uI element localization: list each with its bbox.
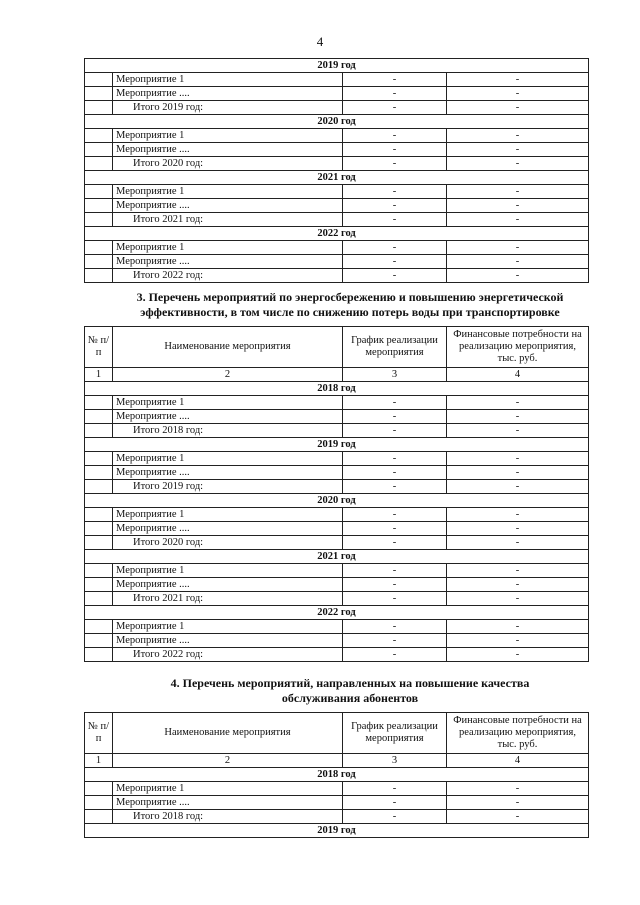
year-label: 2018 год xyxy=(85,382,589,396)
schedule-value: - xyxy=(343,129,447,143)
finance-value: - xyxy=(447,648,589,662)
row-number-cell xyxy=(85,648,113,662)
col-number: 1 xyxy=(85,368,113,382)
schedule-value: - xyxy=(343,466,447,480)
total-label: Итого 2022 год: xyxy=(113,648,343,662)
finance-value: - xyxy=(447,143,589,157)
year-row xyxy=(85,227,589,241)
schedule-value: - xyxy=(343,508,447,522)
year-label: 2020 год xyxy=(85,494,589,508)
table-row xyxy=(85,564,589,578)
finance-value: - xyxy=(447,87,589,101)
schedule-value: - xyxy=(343,634,447,648)
finance-value: - xyxy=(447,782,589,796)
measure-name: Мероприятие 1 xyxy=(113,564,343,578)
schedule-value: - xyxy=(343,269,447,283)
row-number-cell xyxy=(85,241,113,255)
year-label: 2022 год xyxy=(85,606,589,620)
schedule-value: - xyxy=(343,101,447,115)
finance-value: - xyxy=(447,157,589,171)
row-number-cell xyxy=(85,810,113,824)
schedule-value: - xyxy=(343,87,447,101)
table-row xyxy=(85,143,589,157)
col-number: 3 xyxy=(343,754,447,768)
row-number-cell xyxy=(85,410,113,424)
measure-name: Мероприятие 1 xyxy=(113,129,343,143)
col-number: 4 xyxy=(447,754,589,768)
table-body xyxy=(85,59,589,283)
schedule-value: - xyxy=(343,143,447,157)
table-continued xyxy=(84,58,589,283)
col-number: 1 xyxy=(85,754,113,768)
table-row xyxy=(85,101,589,115)
column-number-row xyxy=(85,368,589,382)
measure-name: Мероприятие .... xyxy=(113,199,343,213)
table-row xyxy=(85,452,589,466)
total-label: Итого 2018 год: xyxy=(113,810,343,824)
schedule-value: - xyxy=(343,536,447,550)
measure-name: Мероприятие .... xyxy=(113,634,343,648)
col-header-finance: Финансовые потребности на реализацию мероприятия, тыс. руб. xyxy=(447,713,589,754)
row-number-cell xyxy=(85,129,113,143)
schedule-value: - xyxy=(343,578,447,592)
measure-name: Мероприятие 1 xyxy=(113,185,343,199)
year-label: 2022 год xyxy=(85,227,589,241)
row-number-cell xyxy=(85,536,113,550)
col-number: 4 xyxy=(447,368,589,382)
schedule-value: - xyxy=(343,452,447,466)
measure-name: Мероприятие .... xyxy=(113,87,343,101)
schedule-value: - xyxy=(343,213,447,227)
schedule-value: - xyxy=(343,796,447,810)
table-row xyxy=(85,466,589,480)
table-row xyxy=(85,157,589,171)
table-row xyxy=(85,810,589,824)
col-header-name: Наименование мероприятия xyxy=(113,713,343,754)
row-number-cell xyxy=(85,480,113,494)
row-number-cell xyxy=(85,508,113,522)
measure-name: Мероприятие .... xyxy=(113,522,343,536)
table-row xyxy=(85,199,589,213)
schedule-value: - xyxy=(343,185,447,199)
measure-name: Мероприятие 1 xyxy=(113,620,343,634)
header-row xyxy=(85,713,589,754)
table-row xyxy=(85,634,589,648)
table-row xyxy=(85,796,589,810)
schedule-value: - xyxy=(343,157,447,171)
finance-value: - xyxy=(447,592,589,606)
measure-name: Мероприятие .... xyxy=(113,143,343,157)
row-number-cell xyxy=(85,620,113,634)
section-3-heading: 3. Перечень мероприятий по энергосбережению и повышению энергетической эффективности, в том числе по снижению потерь воды при транспортировке xyxy=(136,290,564,319)
finance-value: - xyxy=(447,269,589,283)
finance-value: - xyxy=(447,564,589,578)
table-row xyxy=(85,592,589,606)
row-number-cell xyxy=(85,87,113,101)
table-row xyxy=(85,241,589,255)
table-row xyxy=(85,508,589,522)
finance-value: - xyxy=(447,522,589,536)
measure-name: Мероприятие 1 xyxy=(113,782,343,796)
table-row xyxy=(85,620,589,634)
table-row xyxy=(85,396,589,410)
table-row xyxy=(85,480,589,494)
finance-value: - xyxy=(447,213,589,227)
col-header-num: № п/п xyxy=(85,713,113,754)
finance-value: - xyxy=(447,396,589,410)
finance-value: - xyxy=(447,185,589,199)
table-row xyxy=(85,578,589,592)
column-number-row xyxy=(85,754,589,768)
finance-value: - xyxy=(447,480,589,494)
measure-name: Мероприятие .... xyxy=(113,578,343,592)
col-number: 3 xyxy=(343,368,447,382)
schedule-value: - xyxy=(343,782,447,796)
measure-name: Мероприятие .... xyxy=(113,796,343,810)
row-number-cell xyxy=(85,396,113,410)
finance-value: - xyxy=(447,199,589,213)
finance-value: - xyxy=(447,129,589,143)
total-label: Итого 2021 год: xyxy=(113,592,343,606)
schedule-value: - xyxy=(343,73,447,87)
row-number-cell xyxy=(85,269,113,283)
year-row xyxy=(85,550,589,564)
measure-name: Мероприятие .... xyxy=(113,255,343,269)
table-row xyxy=(85,648,589,662)
year-row xyxy=(85,824,589,838)
row-number-cell xyxy=(85,185,113,199)
section-4-heading: 4. Перечень мероприятий, направленных на повышение качества обслуживания абонентов xyxy=(170,676,530,705)
table-section-3 xyxy=(84,326,589,662)
schedule-value: - xyxy=(343,592,447,606)
measure-name: Мероприятие .... xyxy=(113,466,343,480)
finance-value: - xyxy=(447,620,589,634)
finance-value: - xyxy=(447,536,589,550)
measure-name: Мероприятие .... xyxy=(113,410,343,424)
table-body xyxy=(85,768,589,838)
schedule-value: - xyxy=(343,396,447,410)
measure-name: Мероприятие 1 xyxy=(113,73,343,87)
col-header-finance: Финансовые потребности на реализацию мероприятия, тыс. руб. xyxy=(447,327,589,368)
year-label: 2021 год xyxy=(85,171,589,185)
row-number-cell xyxy=(85,782,113,796)
finance-value: - xyxy=(447,810,589,824)
finance-value: - xyxy=(447,466,589,480)
year-label: 2019 год xyxy=(85,438,589,452)
table-section-4 xyxy=(84,712,589,838)
col-header-schedule: График реализации мероприятия xyxy=(343,327,447,368)
page-number: 4 xyxy=(316,34,324,49)
year-row xyxy=(85,115,589,129)
schedule-value: - xyxy=(343,424,447,438)
finance-value: - xyxy=(447,255,589,269)
schedule-value: - xyxy=(343,255,447,269)
table-row xyxy=(85,410,589,424)
col-number: 2 xyxy=(113,368,343,382)
measure-name: Мероприятие 1 xyxy=(113,396,343,410)
schedule-value: - xyxy=(343,522,447,536)
finance-value: - xyxy=(447,241,589,255)
table-row xyxy=(85,73,589,87)
header-row xyxy=(85,327,589,368)
total-label: Итого 2018 год: xyxy=(113,424,343,438)
col-number: 2 xyxy=(113,754,343,768)
finance-value: - xyxy=(447,101,589,115)
year-label: 2019 год xyxy=(85,59,589,73)
table-row xyxy=(85,424,589,438)
schedule-value: - xyxy=(343,620,447,634)
finance-value: - xyxy=(447,796,589,810)
year-row xyxy=(85,606,589,620)
row-number-cell xyxy=(85,424,113,438)
year-row xyxy=(85,494,589,508)
row-number-cell xyxy=(85,255,113,269)
table-body xyxy=(85,382,589,662)
row-number-cell xyxy=(85,73,113,87)
row-number-cell xyxy=(85,796,113,810)
year-label: 2019 год xyxy=(85,824,589,838)
total-label: Итого 2022 год: xyxy=(113,269,343,283)
schedule-value: - xyxy=(343,241,447,255)
schedule-value: - xyxy=(343,564,447,578)
year-row xyxy=(85,768,589,782)
table-row xyxy=(85,213,589,227)
year-row xyxy=(85,438,589,452)
finance-value: - xyxy=(447,424,589,438)
row-number-cell xyxy=(85,634,113,648)
schedule-value: - xyxy=(343,199,447,213)
schedule-value: - xyxy=(343,810,447,824)
table-row xyxy=(85,269,589,283)
total-label: Итого 2019 год: xyxy=(113,101,343,115)
row-number-cell xyxy=(85,564,113,578)
table-row xyxy=(85,255,589,269)
table-row xyxy=(85,129,589,143)
table-row xyxy=(85,536,589,550)
measure-name: Мероприятие 1 xyxy=(113,241,343,255)
col-header-schedule: График реализации мероприятия xyxy=(343,713,447,754)
total-label: Итого 2020 год: xyxy=(113,157,343,171)
year-row xyxy=(85,59,589,73)
row-number-cell xyxy=(85,466,113,480)
total-label: Итого 2019 год: xyxy=(113,480,343,494)
table-row xyxy=(85,87,589,101)
finance-value: - xyxy=(447,73,589,87)
schedule-value: - xyxy=(343,410,447,424)
finance-value: - xyxy=(447,578,589,592)
row-number-cell xyxy=(85,199,113,213)
year-label: 2018 год xyxy=(85,768,589,782)
finance-value: - xyxy=(447,508,589,522)
table-row xyxy=(85,522,589,536)
year-row xyxy=(85,171,589,185)
measure-name: Мероприятие 1 xyxy=(113,508,343,522)
schedule-value: - xyxy=(343,480,447,494)
year-row xyxy=(85,382,589,396)
row-number-cell xyxy=(85,452,113,466)
year-label: 2021 год xyxy=(85,550,589,564)
row-number-cell xyxy=(85,522,113,536)
finance-value: - xyxy=(447,452,589,466)
row-number-cell xyxy=(85,157,113,171)
row-number-cell xyxy=(85,213,113,227)
year-label: 2020 год xyxy=(85,115,589,129)
measure-name: Мероприятие 1 xyxy=(113,452,343,466)
col-header-name: Наименование мероприятия xyxy=(113,327,343,368)
row-number-cell xyxy=(85,592,113,606)
total-label: Итого 2021 год: xyxy=(113,213,343,227)
row-number-cell xyxy=(85,101,113,115)
finance-value: - xyxy=(447,634,589,648)
finance-value: - xyxy=(447,410,589,424)
col-header-num: № п/п xyxy=(85,327,113,368)
row-number-cell xyxy=(85,143,113,157)
total-label: Итого 2020 год: xyxy=(113,536,343,550)
schedule-value: - xyxy=(343,648,447,662)
table-row xyxy=(85,782,589,796)
row-number-cell xyxy=(85,578,113,592)
table-row xyxy=(85,185,589,199)
